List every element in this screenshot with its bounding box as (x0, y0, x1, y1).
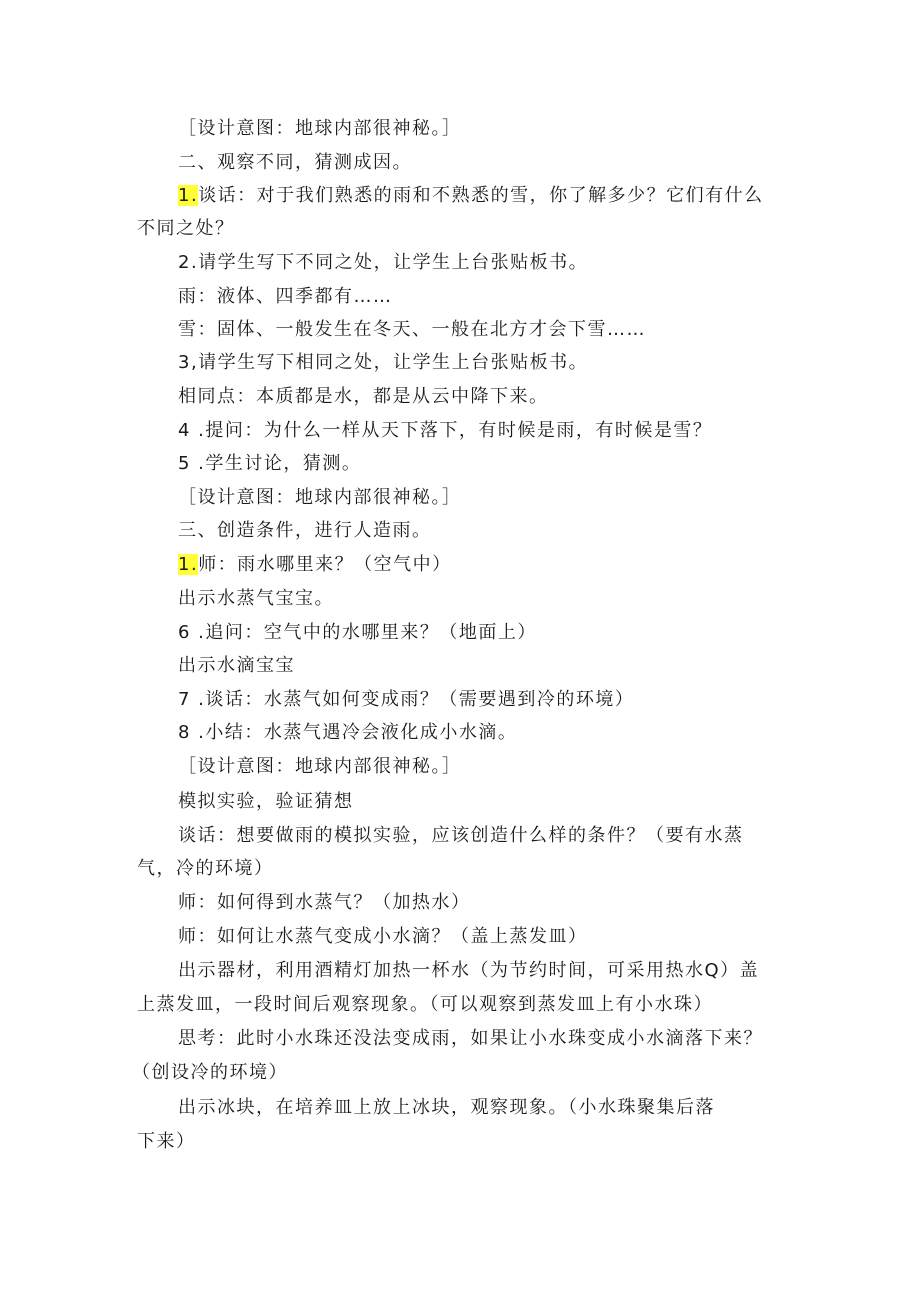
paragraph-line: 出示水蒸气宝宝。 (178, 588, 334, 609)
list-item: 3,请学生写下相同之处，让学生上台张贴板书。 (178, 352, 589, 373)
paragraph-line: 雪：固体、一般发生在冬天、一般在北方才会下雪…… (178, 319, 646, 340)
design-intent-note: ［设计意图：地球内部很神秘。］ (178, 487, 462, 508)
paragraph-line: 上蒸发皿，一段时间后观察现象。（可以观察到蒸发皿上有小水珠） (137, 994, 713, 1015)
paragraph-line: 师：如何让水蒸气变成小水滴？（盖上蒸发皿） (178, 926, 588, 947)
design-intent-note: ［设计意图：地球内部很神秘。］ (178, 118, 462, 139)
paragraph-line: 谈话：想要做雨的模拟实验，应该创造什么样的条件？（要有水蒸 (178, 825, 744, 846)
list-item: 8 .小结：水蒸气遇冷会液化成小水滴。 (178, 722, 518, 743)
paragraph-line: （创设冷的环境） (132, 1062, 288, 1083)
paragraph-line: 1.师：雨水哪里来？（空气中） (178, 554, 452, 575)
list-item: 2.请学生写下不同之处，让学生上台张贴板书。 (178, 252, 589, 273)
paragraph-line: 出示器材，利用酒精灯加热一杯水（为节约时间，可采用热水Q）盖 (178, 960, 760, 981)
section-heading: 三、创造条件，进行人造雨。 (178, 520, 432, 541)
highlighted-list-marker: 1. (178, 185, 199, 206)
paragraph-line: 思考：此时小水珠还没法变成雨，如果让小水珠变成小水滴落下来？ (178, 1028, 763, 1049)
highlighted-list-marker: 1. (178, 554, 199, 575)
list-item: 7 .谈话：水蒸气如何变成雨？（需要遇到冷的环境） (178, 689, 635, 710)
paragraph-line: 雨：液体、四季都有…… (178, 286, 393, 307)
paragraph-line: 不同之处？ (137, 218, 235, 239)
paragraph-line: 1.谈话：对于我们熟悉的雨和不熟悉的雪，你了解多少？它们有什么 (178, 185, 764, 206)
paragraph-line: 相同点：本质都是水，都是从云中降下来。 (178, 386, 549, 407)
list-item: 6 .追问：空气中的水哪里来？（地面上） (178, 622, 537, 643)
list-item: 5 .学生讨论，猜测。 (178, 453, 362, 474)
paragraph-line: 气，冷的环境） (137, 858, 274, 879)
section-heading: 模拟实验，验证猜想 (178, 791, 354, 812)
list-item: 4 .提问：为什么一样从天下落下，有时候是雨，有时候是雪？ (178, 420, 713, 441)
paragraph-line: 下来） (137, 1131, 196, 1152)
paragraph-line: 出示水滴宝宝 (178, 655, 295, 676)
paragraph-line: 师：如何得到水蒸气？（加热水） (178, 892, 471, 913)
paragraph-line: 出示冰块，在培养皿上放上冰块，观察现象。（小水珠聚集后落 (178, 1097, 715, 1118)
design-intent-note: ［设计意图：地球内部很神秘。］ (178, 756, 462, 777)
section-heading: 二、观察不同，猜测成因。 (178, 152, 412, 173)
